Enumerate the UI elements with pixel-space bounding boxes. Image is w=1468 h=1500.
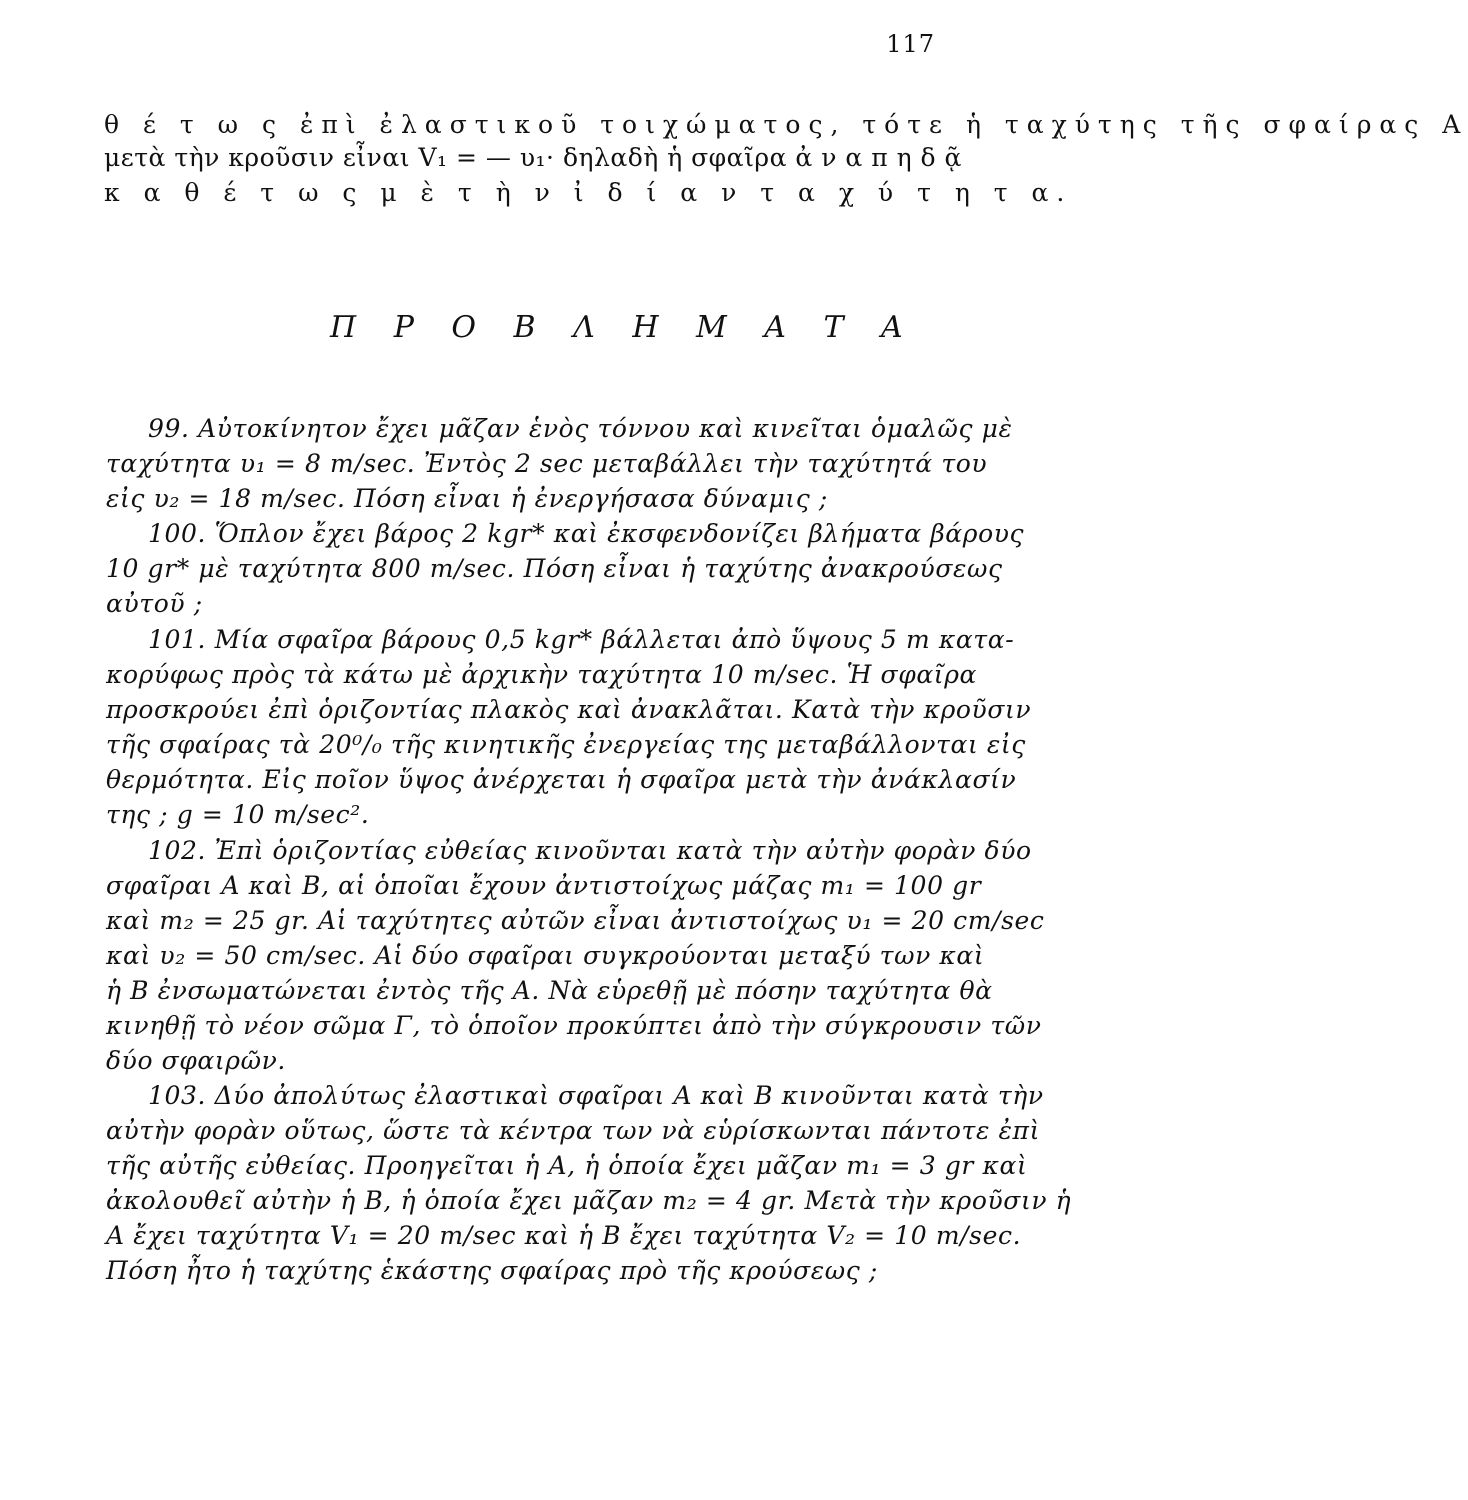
problem-103-line-5: Α ἔχει ταχύτητα V₁ = 20 m/sec καὶ ἡ Β ἔχει ταχύτητα V₂ = 10 m/sec. [106, 1221, 1022, 1250]
problem-102-line-6: κινηθῇ τὸ νέον σῶμα Γ, τὸ ὁποῖον προκύπτει ἀπὸ τὴν σύγκρουσιν τῶν [106, 1011, 1042, 1040]
problem-101-line-5: θερμότητα. Εἰς ποῖον ὕψος ἀνέρχεται ἡ σφαῖρα μετὰ τὴν ἀνάκλασίν [106, 765, 1017, 794]
section-title: Π Ρ Ο Β Λ Η Μ Α Τ Α [330, 310, 917, 345]
problem-99-line-1: 99. Αὐτοκίνητον ἔχει μᾶζαν ἑνὸς τόννου καὶ κινεῖται ὁμαλῶς μὲ [148, 414, 1013, 443]
problem-99-line-2: ταχύτητα υ₁ = 8 m/sec. Ἐντὸς 2 sec μεταβάλλει τὴν ταχύτητά του [106, 449, 988, 478]
problem-100-line-2: 10 gr* μὲ ταχύτητα 800 m/sec. Πόση εἶναι ἡ ταχύτης ἀνακρούσεως [106, 554, 1003, 583]
problem-102-line-7: δύο σφαιρῶν. [106, 1046, 286, 1075]
problem-103-line-3: τῆς αὐτῆς εὐθείας. Προηγεῖται ἡ Α, ἡ ὁποία ἔχει μᾶζαν m₁ = 3 gr καὶ [106, 1151, 1028, 1180]
problem-102-line-5: ἡ Β ἐνσωματώνεται ἐντὸς τῆς Α. Νὰ εὑρεθῇ μὲ πόσην ταχύτητα θὰ [106, 976, 993, 1005]
problem-103-line-6: Πόση ἦτο ἡ ταχύτης ἑκάστης σφαίρας πρὸ τῆς κρούσεως ; [106, 1256, 878, 1285]
problem-101-line-3: προσκρούει ἐπὶ ὁριζοντίας πλακὸς καὶ ἀνακλᾶται. Κατὰ τὴν κροῦσιν [106, 695, 1032, 724]
problem-100-line-3: αὐτοῦ ; [106, 589, 203, 618]
problem-103-line-1: 103. Δύο ἀπολύτως ἐλαστικαὶ σφαῖραι Α καὶ Β κινοῦνται κατὰ τὴν [148, 1081, 1044, 1110]
problem-101-line-2: κορύφως πρὸς τὰ κάτω μὲ ἀρχικὴν ταχύτητα 10 m/sec. Ἡ σφαῖρα [106, 660, 977, 689]
problem-102-line-3: καὶ m₂ = 25 gr. Αἱ ταχύτητες αὐτῶν εἶναι ἀντιστοίχως υ₁ = 20 cm/sec [106, 906, 1045, 935]
problem-101-line-1: 101. Μία σφαῖρα βάρους 0,5 kgr* βάλλεται ἀπὸ ὕψους 5 m κατα- [148, 625, 1015, 654]
problem-103-line-4: ἀκολουθεῖ αὐτὴν ἡ Β, ἡ ὁποία ἔχει μᾶζαν m₂ = 4 gr. Μετὰ τὴν κροῦσιν ἡ [106, 1186, 1072, 1215]
problem-101-line-6: της ; g = 10 m/sec². [106, 800, 370, 829]
page-number: 117 [886, 30, 935, 58]
intro-line-1: θ έ τ ω ς ἐπὶ ἐλαστικοῦ τοιχώματος, τότε ἡ ταχύτης τῆς σφαίρας Α [104, 110, 1468, 139]
problem-102-line-2: σφαῖραι Α καὶ Β, αἱ ὁποῖαι ἔχουν ἀντιστοίχως μάζας m₁ = 100 gr [106, 871, 982, 900]
problem-102-line-4: καὶ υ₂ = 50 cm/sec. Αἱ δύο σφαῖραι συγκρούονται μεταξύ των καὶ [106, 941, 985, 970]
problem-99-line-3: εἰς υ₂ = 18 m/sec. Πόση εἶναι ἡ ἐνεργήσασα δύναμις ; [106, 484, 828, 513]
problem-102-line-1: 102. Ἐπὶ ὁριζοντίας εὐθείας κινοῦνται κατὰ τὴν αὐτὴν φορὰν δύο [148, 836, 1032, 865]
problem-101-line-4: τῆς σφαίρας τὰ 20⁰/₀ τῆς κινητικῆς ἐνεργείας της μεταβάλλονται εἰς [106, 730, 1026, 759]
intro-line-3: κ α θ έ τ ω ς μ ὲ τ ὴ ν ἰ δ ί α ν τ α χ ύ τ η τ α. [104, 178, 1073, 207]
intro-line-2: μετὰ τὴν κροῦσιν εἶναι V₁ = — υ₁· δηλαδὴ ἡ σφαῖρα ἀ ν α π η δ ᾷ [104, 143, 962, 172]
problem-100-line-1: 100. Ὅπλον ἔχει βάρος 2 kgr* καὶ ἐκσφενδονίζει βλήματα βάρους [148, 519, 1025, 548]
problem-103-line-2: αὐτὴν φορὰν οὕτως, ὥστε τὰ κέντρα των νὰ εὑρίσκωνται πάντοτε ἐπὶ [106, 1116, 1040, 1145]
